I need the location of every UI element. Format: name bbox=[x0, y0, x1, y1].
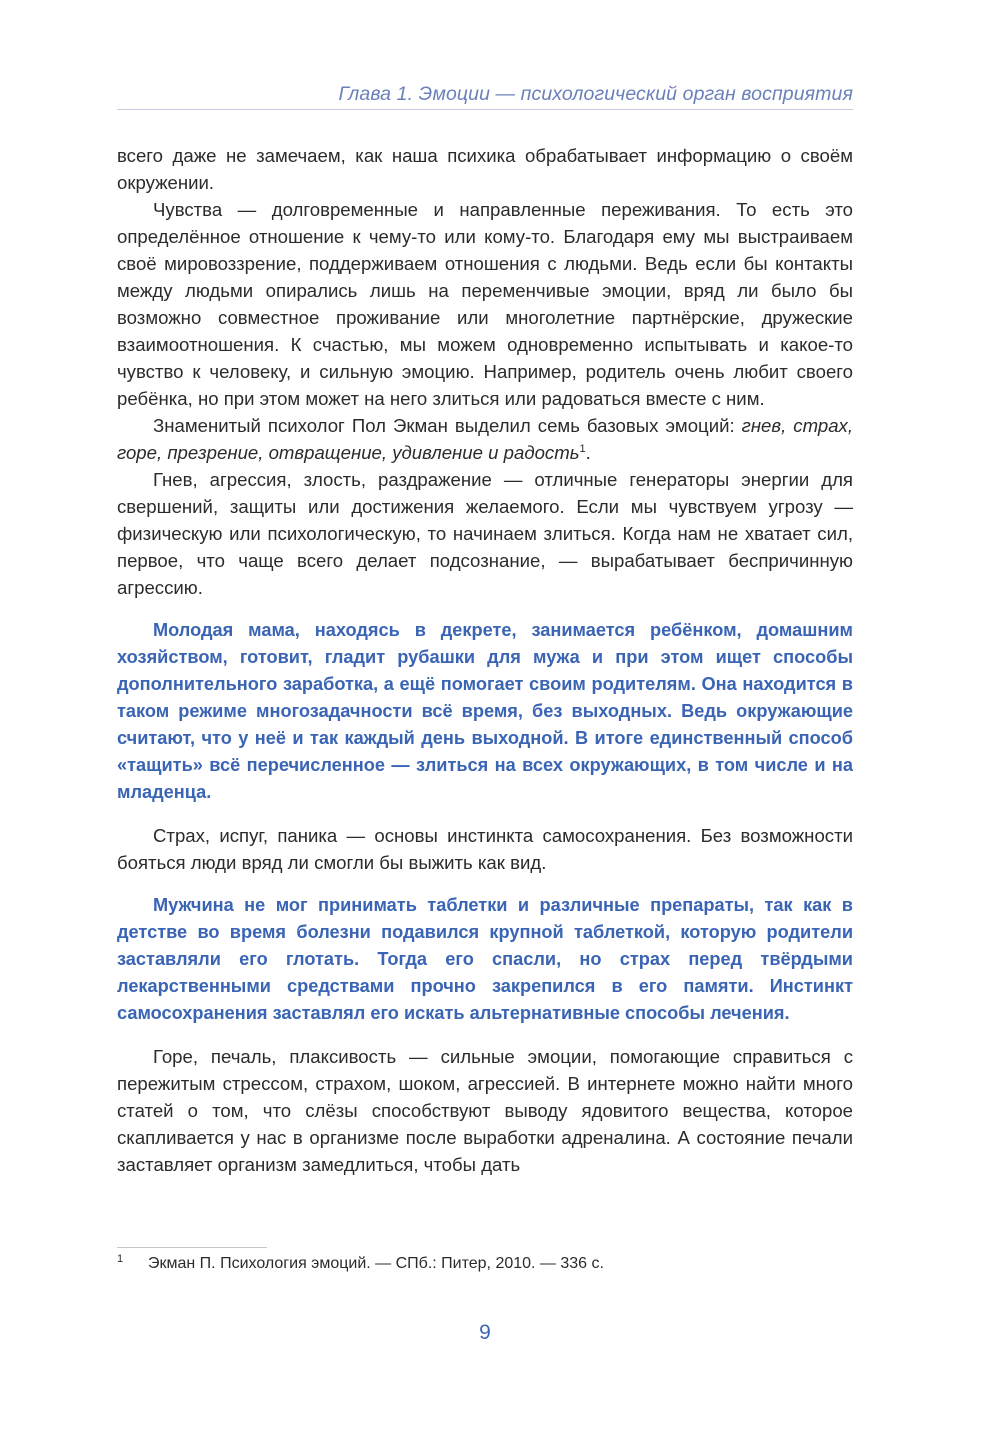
paragraph-continuation: всего даже не замечаем, как наша психика обрабатывает информацию о своём окружении. bbox=[117, 145, 853, 193]
page-number: 9 bbox=[479, 1321, 491, 1344]
paragraph-grief: Горе, печаль, плаксивость — сильные эмоции, помогающие справиться с пережитым стрессом, страхом, шоком, агрессией. В интернете можно найти много статей о том, что слёзы способствуют выводу ядовитого вещества, которое скапливается у нас в организме после выработки адреналина. А состояние печали заставляет организм замедлиться, чтобы дать bbox=[117, 1046, 853, 1175]
footnote-reference[interactable]: 1 bbox=[579, 443, 586, 455]
basic-emotions-lead: Знаменитый психолог Пол Экман выделил семь базовых эмоций: bbox=[153, 415, 742, 436]
paragraph-fear: Страх, испуг, паника — основы инстинкта самосохранения. Без возможности бояться люди вряд ли смогли бы выжить как вид. bbox=[117, 825, 853, 873]
footnote-text: Экман П. Психология эмоций. — СПб.: Питер, 2010. — 336 с. bbox=[148, 1255, 604, 1272]
basic-emotions-list: гнев, страх, горе, презрение, отвращение, удивление и радость bbox=[117, 415, 853, 463]
example-pills: Мужчина не мог принимать таблетки и различные препараты, так как в детстве во время болезни подавился крупной таблеткой, которую родители заставляли его глотать. Тогда его спасли, но страх перед твёрдыми лекарственными средствами прочно закрепился в его памяти. Инстинкт самосохранения заставлял его искать альтернативные способы лечения. bbox=[117, 895, 853, 1023]
paragraph-feelings: Чувства — долговременные и направленные переживания. То есть это определённое отношение к чему-то или кому-то. Благодаря ему мы выстраиваем своё мировоззрение, поддерживаем отношения с людьми. Ведь если бы контакты между людьми опирались лишь на переменчивые эмоции, вряд ли было бы возможно совместное проживание или многолетние партнёрские, дружеские взаимоотношения. К счастью, мы можем одновременно испытывать и какое-то чувство к человеку, и сильную эмоцию. Например, родитель очень любит своего ребёнка, но при этом может на него злиться или радоваться вместе с ним. bbox=[117, 199, 853, 409]
footnote-number: 1 bbox=[117, 1253, 124, 1265]
footnote bbox=[117, 1253, 853, 1273]
header-divider bbox=[117, 109, 853, 110]
footnote-divider bbox=[117, 1247, 267, 1248]
body-text bbox=[117, 142, 853, 1178]
running-head: Глава 1. Эмоции — психологический орган восприятия bbox=[338, 83, 853, 105]
example-young-mother: Молодая мама, находясь в декрете, занимается ребёнком, домашним хозяйством, готовит, гладит рубашки для мужа и при этом ищет способы дополнительного заработка, а ещё помогает своим родителям. Она находится в таком режиме многозадачности всё время, без выходных. Ведь окружающие считают, что у неё и так каждый день выходной. В итоге единственный способ «тащить» всё перечисленное — злиться на всех окружающих, в том числе и на младенца. bbox=[117, 620, 853, 802]
paragraph-anger: Гнев, агрессия, злость, раздражение — отличные генераторы энергии для свершений, защиты или достижения желаемого. Если мы чувствуем угрозу — физическую или психологическую, то начинаем злиться. Когда нам не хватает сил, первое, что чаще всего делает подсознание, — вырабатывает беспричинную агрессию. bbox=[117, 469, 853, 598]
paragraph-basic-emotions bbox=[117, 412, 853, 466]
sentence-end: . bbox=[585, 442, 591, 463]
